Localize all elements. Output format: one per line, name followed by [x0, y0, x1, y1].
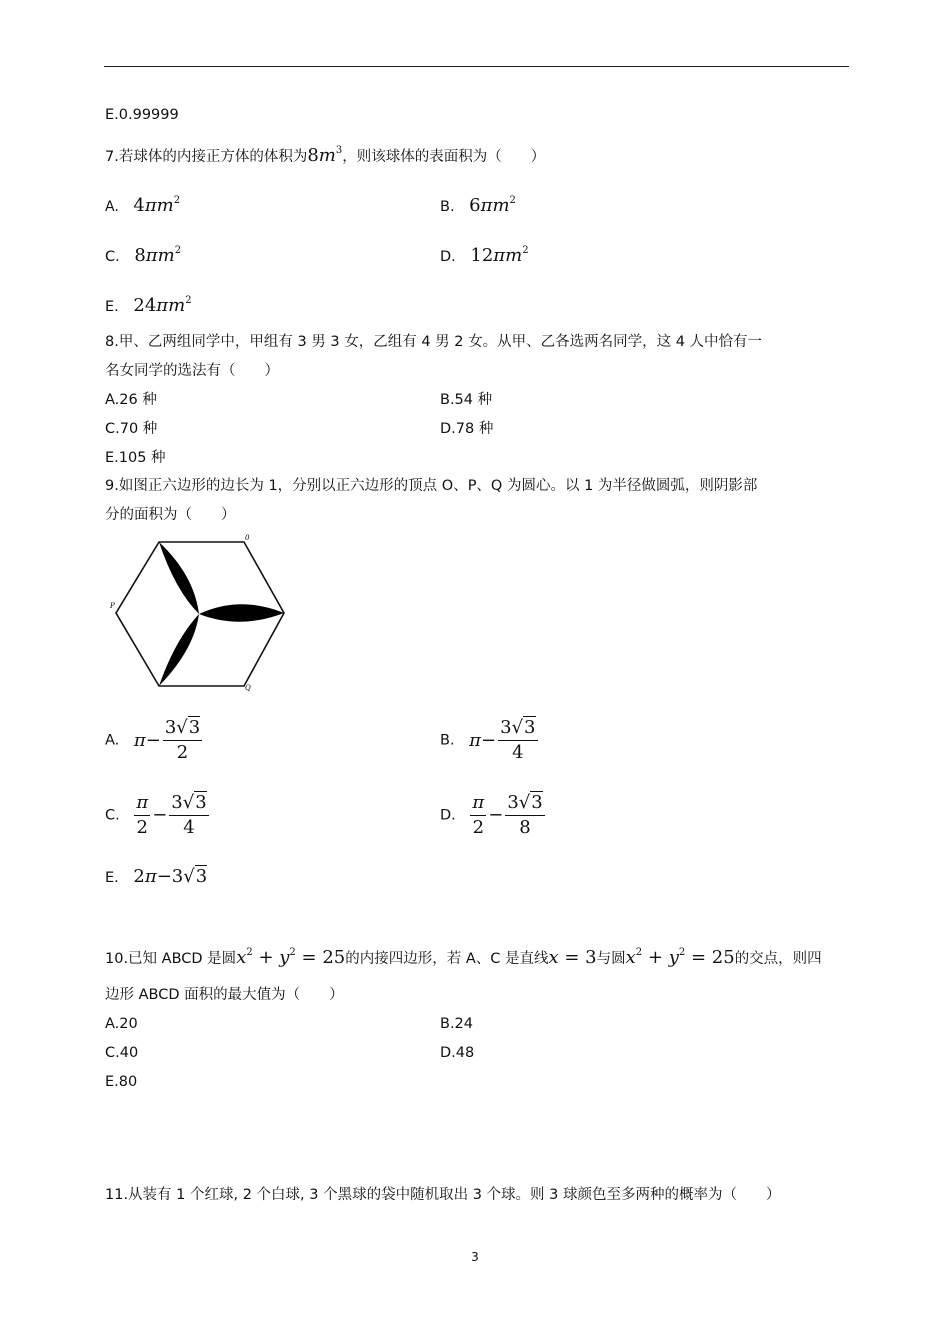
q7-volume-math: $8m^3$ [307, 145, 343, 166]
q8-option-e: E.105 种 [105, 450, 166, 466]
page-number: 3 [471, 1250, 479, 1264]
q10-option-b: B.24 [440, 1016, 474, 1032]
q10-stem-line1: 10.已知 ABCD 是圆$x^2 + y^2 = 25$的内接四边形，若 A、C 是直线x = 3与圆$x^2 + y^2 = 25$的交点，则四 [105, 947, 822, 968]
q7-option-a: A. $4\pi m^2$ [105, 195, 181, 216]
q10-option-a: A.20 [105, 1016, 138, 1032]
q9-option-d: D. $\frac{\pi}{2}$ − $\frac{3√3}{8}$ [440, 792, 543, 838]
q9-option-c: C. $\frac{\pi}{2}$ − $\frac{3√3}{4}$ [105, 792, 207, 838]
q7-option-c: C. $8\pi m^2$ [105, 245, 182, 266]
q11-stem: 11.从装有 1 个红球, 2 个白球, 3 个黑球的袋中随机取出 3 个球。则 3 球颜色至多两种的概率为（ ） [105, 1187, 781, 1203]
q9-stem-line2: 分的面积为（ ） [105, 507, 236, 523]
q8-option-b: B.54 种 [440, 392, 493, 408]
q6-option-e: E.0.99999 [105, 107, 179, 123]
q7-option-d: D. $12\pi m^2$ [440, 245, 529, 266]
q9-option-a: A. π− $\frac{3√3}{2}$ [105, 717, 201, 763]
q9-stem-line1: 9.如图正六边形的边长为 1，分别以正六边形的顶点 O、P、Q 为圆心。以 1 为半径做圆弧，则阴影部 [105, 478, 758, 494]
q10-option-c: C.40 [105, 1045, 139, 1061]
label-p: P [110, 602, 115, 610]
hexagon-figure [100, 530, 300, 696]
q10-option-e: E.80 [105, 1074, 138, 1090]
q8-option-c: C.70 种 [105, 421, 158, 437]
label-o: 0 [245, 534, 250, 542]
q7-option-b: B. $6\pi m^2$ [440, 195, 516, 216]
q8-stem-line2: 名女同学的选法有（ ） [105, 363, 279, 379]
q8-option-a: A.26 种 [105, 392, 157, 408]
label-q: Q [245, 684, 251, 692]
q9-option-e: E. 2π−3√3 [105, 866, 208, 887]
q10-stem-line2: 边形 ABCD 面积的最大值为（ ） [105, 987, 344, 1003]
q7-option-e: E. $24\pi m^2$ [105, 295, 192, 316]
header-rule [104, 66, 849, 67]
q7-stem: 7.若球体的内接正方体的体积为$8m^3$，则该球体的表面积为（ ） [105, 145, 546, 166]
q9-option-b: B. π− $\frac{3√3}{4}$ [440, 717, 536, 763]
q8-option-d: D.78 种 [440, 421, 494, 437]
q10-option-d: D.48 [440, 1045, 475, 1061]
q8-stem-line1: 8.甲、乙两组同学中，甲组有 3 男 3 女，乙组有 4 男 2 女。从甲、乙各选两名同学，这 4 人中恰有一 [105, 334, 763, 350]
